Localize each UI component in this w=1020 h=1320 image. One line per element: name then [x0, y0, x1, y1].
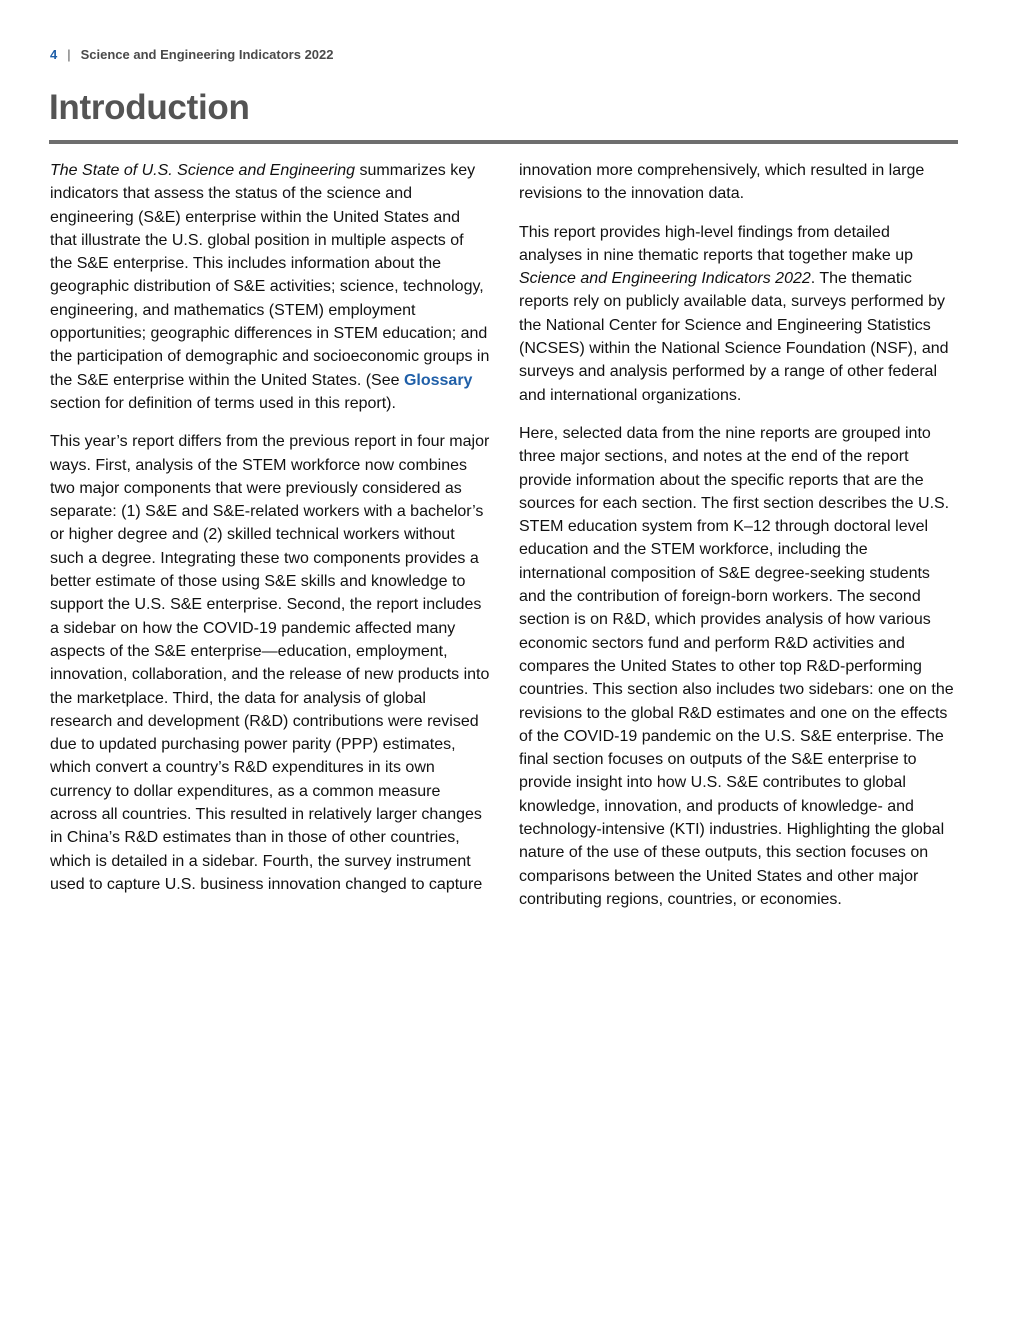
innovation-continuation-paragraph: innovation more comprehensively, which resulted in large revisions to the innovation data.	[519, 162, 925, 203]
thematic-reports-paragraph	[519, 221, 955, 407]
header-separator: |	[67, 47, 71, 62]
intro-text-part-a: summarizes key indicators that assess the status of the science and engineering (S&E) enterprise within the United States and that illustrate the U.S. global position in multiple aspects of the S&E enterprise. This includes information about the geographic distribution of S&E activities; science, technology, engineering, and mathematics (STEM) employment opportunities; geographic differences in STEM education; and the participation of demographic and socioeconomic groups in the S&E enterprise within the United States. (See	[50, 162, 490, 389]
intro-text-part-b: section for definition of terms used in this report).	[50, 394, 396, 412]
running-header	[50, 47, 334, 62]
publication-title: Science and Engineering Indicators 2022	[80, 47, 334, 62]
section-title: Introduction	[49, 88, 250, 127]
right-column	[519, 159, 955, 926]
intro-paragraph	[50, 159, 490, 415]
page-number: 4	[50, 47, 58, 62]
glossary-link[interactable]: Glossary	[403, 371, 473, 389]
indicators-title-italic: Science and Engineering Indicators 2022	[519, 270, 811, 288]
thematic-text-part-a: This report provides high-level findings from detailed analyses in nine thematic reports that together make up	[519, 223, 913, 264]
thematic-text-part-b: . The thematic reports rely on publicly available data, surveys performed by the National Center for Science and Engineering Statistics (NCSES) within the National Science Foundation (NSF), and surveys and analysis performed by a range of other federal and international organizations.	[519, 270, 949, 404]
left-column	[50, 159, 490, 911]
changes-paragraph: This year’s report differs from the previous report in four major ways. First, analysis of the STEM workforce now combines two major components that were previously considered as separate: (1) S&E and S&E-related workers with a bachelor’s or higher degree and (2) skilled technical workers without such a degree. Integrating these two components provides a better estimate of those using S&E skills and knowledge to support the U.S. S&E enterprise. Second, the report includes a sidebar on how the COVID-19 pandemic affected many aspects of the S&E enterprise—education, employment, innovation, collaboration, and the release of new products into the marketplace. Third, the data for analysis of global research and development (R&D) contributions were revised due to updated purchasing power parity (PPP) estimates, which convert a country’s R&D expenditures in its own currency to dollar expenditures, as a common measure across all countries. This resulted in relatively larger changes in China’s R&D estimates than in those of other countries, which is detailed in a sidebar. Fourth, the survey instrument used to capture U.S. business innovation changed to capture	[50, 433, 490, 893]
report-title-italic: The State of U.S. Science and Engineering	[50, 162, 356, 179]
title-rule	[49, 140, 958, 144]
sections-overview-paragraph: Here, selected data from the nine reports are grouped into three major sections, and notes at the end of the report provide information about the specific reports that are the sources for each section. The first section describes the U.S. STEM education system from K–12 through doctoral level education and the STEM workforce, including the international composition of S&E degree-seeking students and the contribution of foreign-born workers. The second section is on R&D, which provides analysis of how various economic sectors fund and perform R&D activities and compares the United States to other top R&D-performing countries. This section also includes two sidebars: one on the revisions to the global R&D estimates and one on the effects of the COVID-19 pandemic on the U.S. S&E enterprise. The final section focuses on outputs of the S&E enterprise to provide insight into how U.S. S&E contributes to global knowledge, innovation, and products of knowledge- and technology-intensive (KTI) industries. Highlighting the global nature of the use of these outputs, this section focuses on comparisons between the United States and other major contributing regions, countries, or economies.	[519, 424, 954, 908]
